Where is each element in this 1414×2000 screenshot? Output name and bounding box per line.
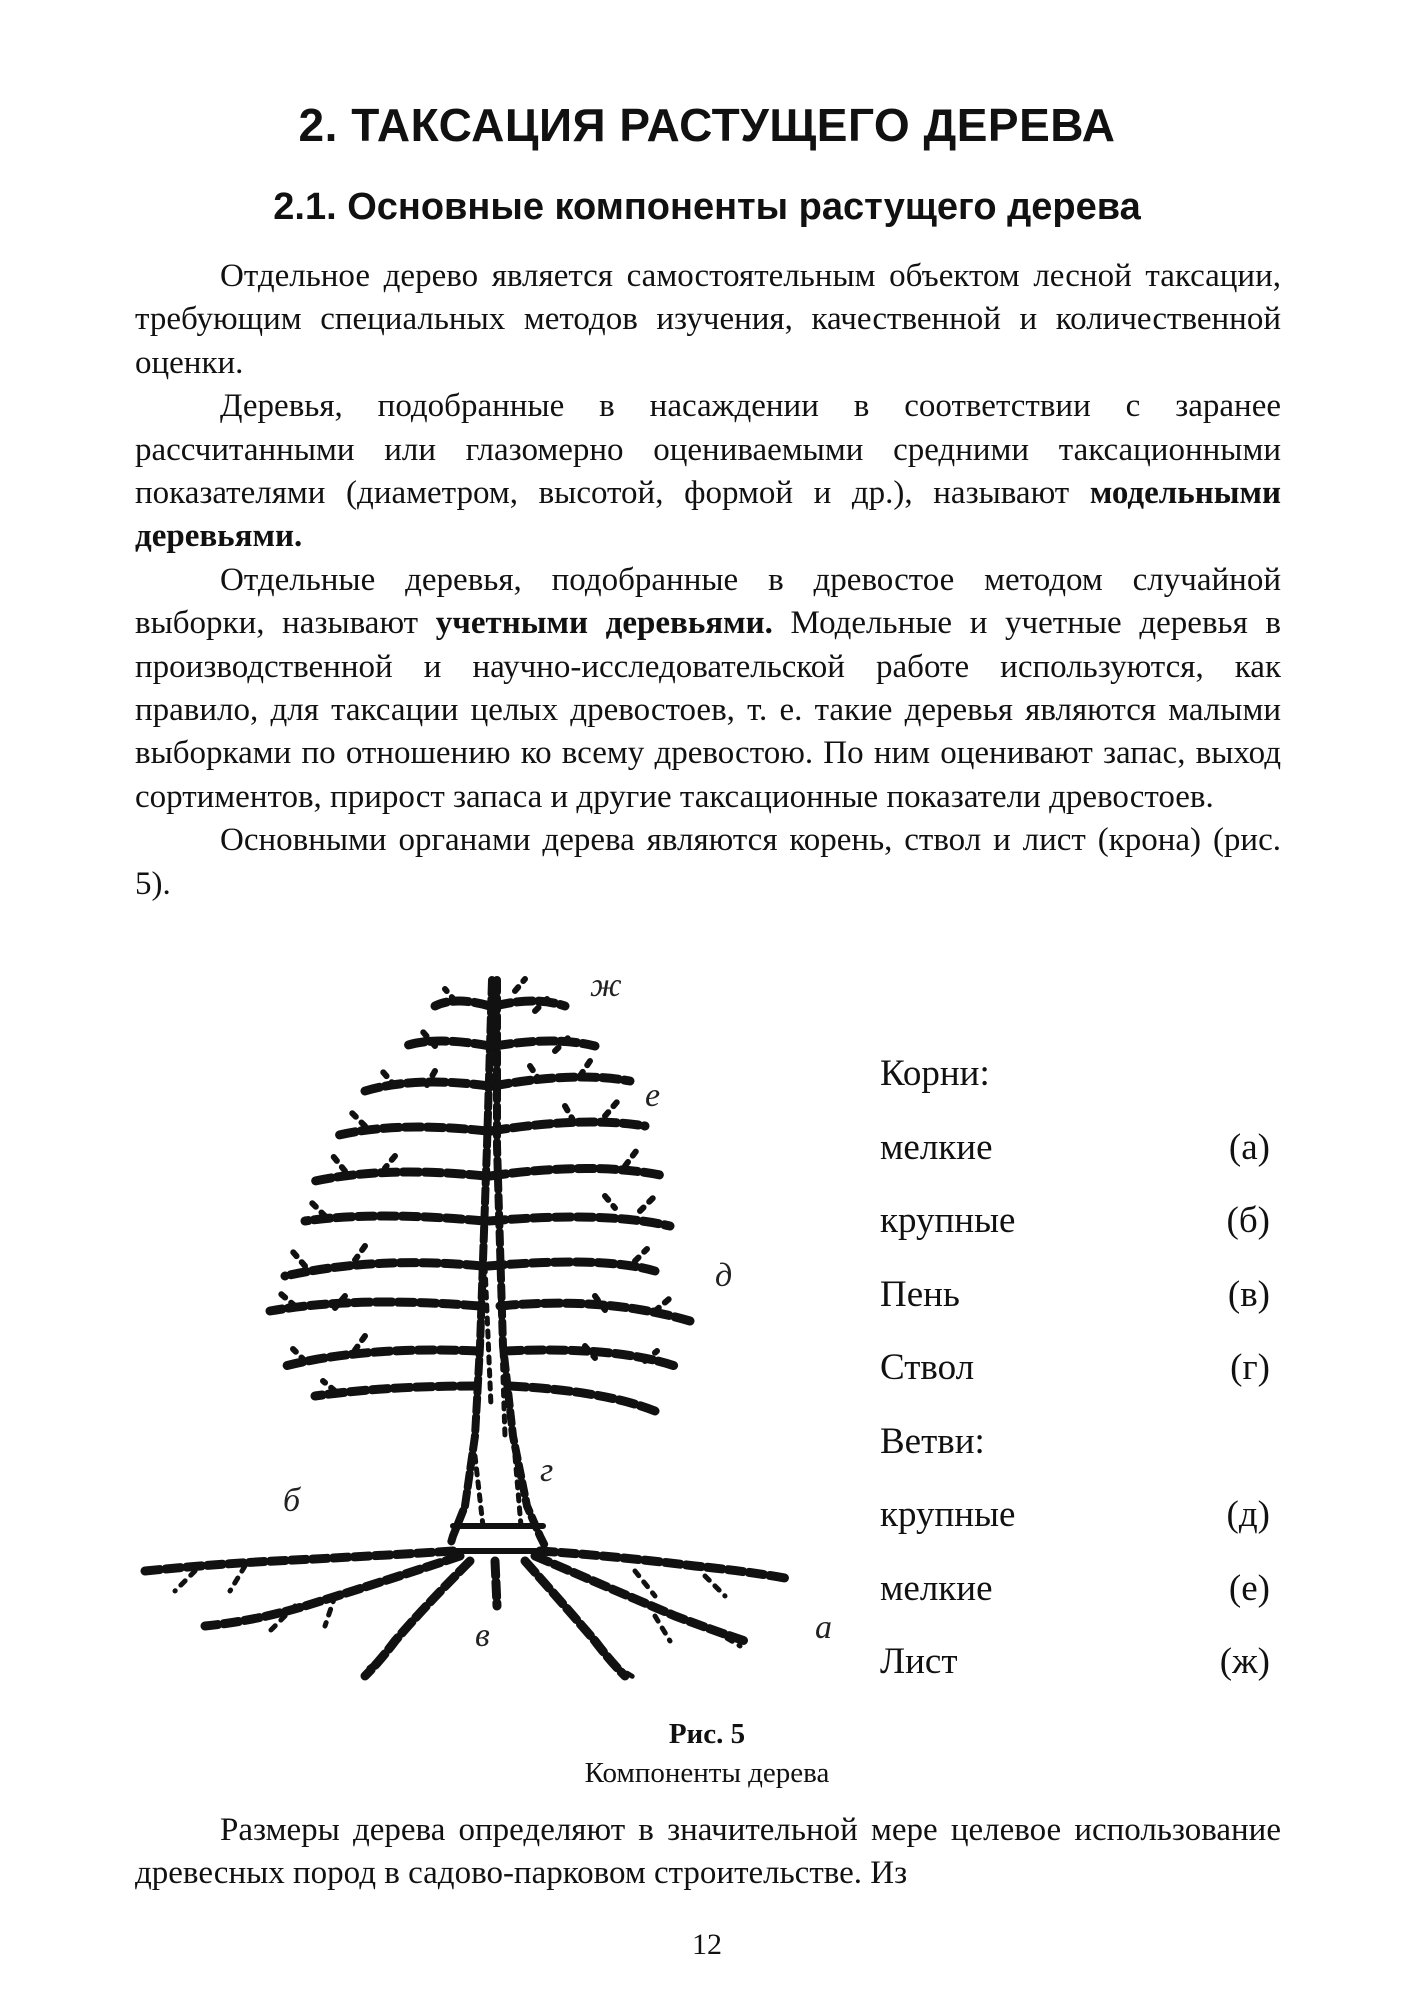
legend-row-small-branches: мелкие (е) <box>880 1567 1270 1609</box>
label-large-branches: д <box>715 1257 733 1294</box>
branches-left <box>270 1001 490 1396</box>
paragraph-4: Основными органами дерева являются корень, ствол и лист (крона) (рис. 5). <box>135 822 1281 902</box>
legend-row-branches-heading: Ветви: <box>880 1420 985 1462</box>
label-small-branches: е <box>645 1077 661 1114</box>
legend-row-trunk: Ствол (г) <box>880 1347 1270 1388</box>
legend-row-roots-heading: Корни: <box>880 1053 990 1094</box>
stump-lines <box>450 1526 547 1551</box>
label-leaf: ж <box>590 967 622 1004</box>
legend-row-stump: Пень (в) <box>880 1273 1270 1315</box>
figure-caption-text: Компоненты дерева <box>584 1757 830 1789</box>
paragraph-2: Деревья, подобранные в насаждении в соответствии с заранее рассчитанными или глазомерно оцениваемыми средними таксационными показателями (диаметром, высотой, формой и др.), называют модельными деревьями. <box>135 388 1281 555</box>
tree-drawing <box>145 979 785 1678</box>
paragraph-3: Отдельные деревья, подобранные в древостое методом случайной выборки, называют учетными деревьями. Модельные и учетные деревья в производственной и научно-исследовательской работе используются, как правило, для таксации целых древостоев, т. е. такие деревья являются малыми выборками по отношению ко всему древостою. По ним оценивают запас, выход сортиментов, прирост запаса и другие таксационные показатели древостоев. <box>135 561 1281 815</box>
label-large-roots: б <box>283 1482 301 1519</box>
page-number: 12 <box>692 1928 722 1961</box>
paragraph-5: Размеры дерева определяют в значительной мере целевое использование древесных пород в садово-парковом строительстве. Из <box>135 1812 1281 1892</box>
term-sample-trees: учетными деревьями. <box>435 605 773 642</box>
section-heading: 2.1. Основные компоненты растущего дерева <box>273 186 1141 228</box>
figure-caption-number: Рис. 5 <box>668 1718 746 1750</box>
body-text-bottom <box>135 1809 1281 1896</box>
label-small-roots: а <box>815 1609 832 1646</box>
label-stump: в <box>475 1617 490 1654</box>
legend-row-large-branches: крупные (д) <box>880 1494 1270 1535</box>
legend-row-leaf: Лист (ж) <box>880 1641 1270 1682</box>
legend-row-large-roots: крупные (б) <box>880 1200 1270 1241</box>
figure-legend <box>880 1052 1280 1714</box>
legend-row-small-roots: мелкие (а) <box>880 1126 1270 1168</box>
label-trunk: г <box>540 1452 554 1489</box>
term-model-trees: модельными деревьями. <box>135 475 1281 555</box>
paragraph-1: Отдельное дерево является самостоятельным объектом лесной таксации, требующим специальных методов изучения, качественной и количественной оценки. <box>135 258 1281 381</box>
body-text-top <box>135 255 1281 906</box>
chapter-heading: 2. ТАКСАЦИЯ РАСТУЩЕГО ДЕРЕВА <box>298 99 1116 151</box>
